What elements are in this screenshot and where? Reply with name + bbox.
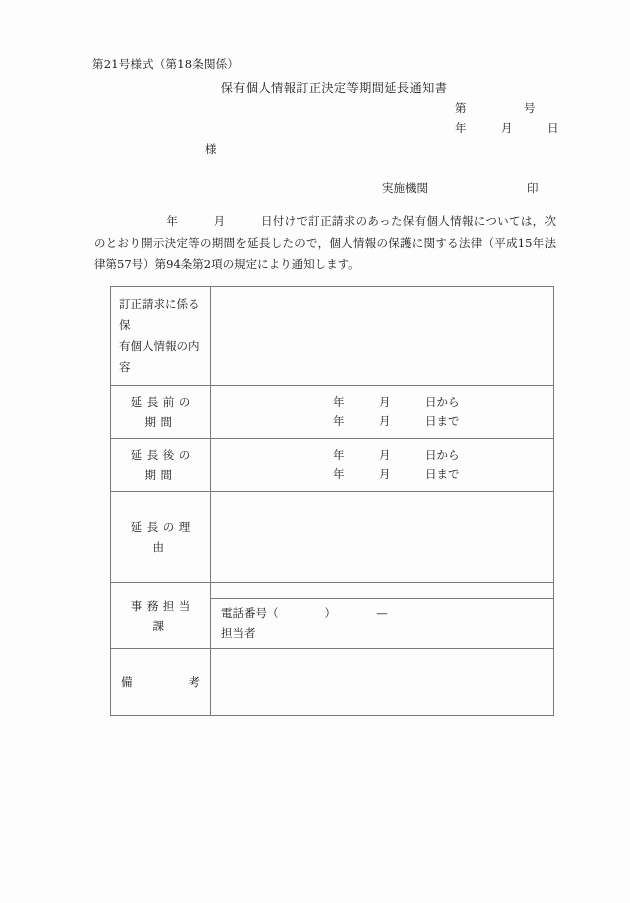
table-row-remarks [111, 649, 554, 716]
period-before-from: 年 月 日から [333, 394, 460, 409]
notification-table [110, 286, 554, 716]
contact-phone: 電話番号（ ） — [221, 606, 388, 620]
body-line-2: り開示決定等の期間を延長したので，個人情報の保護に関する法律（平成15年法律第57 [94, 235, 557, 271]
body-line-1: 年 月 日付けで訂正請求のあった保有個人情報については，次のとお [94, 214, 556, 250]
row-value-contact-detail [211, 599, 553, 648]
document-date-field: 年 月 日 [455, 121, 559, 135]
row-label-cell-remarks [111, 649, 211, 716]
period-after-from: 年 月 日から [333, 447, 460, 462]
row-value-cell-period-after[interactable] [211, 439, 554, 492]
row-value-cell-content[interactable] [211, 287, 554, 386]
row-label-period-before: 延長前の期間 [130, 395, 195, 429]
table-row-content [111, 287, 554, 386]
row-value-cell-period-before[interactable] [211, 386, 554, 439]
row-value-contact-blank [211, 585, 553, 597]
row-label-contact: 事務担当課 [130, 598, 195, 633]
body-line-3: 号）第94条第2項の規定により通知します。 [131, 257, 360, 271]
page-title: 保有個人情報訂正決定等期間延長通知書 [220, 81, 448, 95]
table-row-contact-blank [111, 583, 554, 599]
document-number-field: 第 号 [455, 101, 536, 115]
row-label-cell-period-after [111, 439, 211, 492]
row-label-cell-content [111, 287, 211, 386]
row-value-reason [211, 531, 553, 543]
row-label-remarks-left: 備 [121, 675, 133, 689]
row-label-period-after: 延長後の期間 [130, 448, 195, 482]
row-value-period-after [211, 441, 553, 490]
row-value-remarks [211, 676, 553, 688]
row-label-cell-reason [111, 492, 211, 583]
seal-icon: 印 [527, 181, 539, 195]
row-value-cell-reason[interactable] [211, 492, 554, 583]
row-label-remarks [111, 666, 210, 698]
row-label-content-line2: 有個人情報の内容 [119, 339, 200, 374]
row-label-content [111, 287, 210, 385]
row-label-reason: 延長の理由 [130, 520, 195, 554]
row-value-cell-contact-blank[interactable] [211, 583, 554, 599]
row-value-content [211, 330, 553, 342]
row-value-cell-contact-detail[interactable] [211, 599, 554, 649]
body-paragraph [94, 211, 556, 276]
period-before-to: 年 月 日まで [333, 414, 460, 428]
row-value-cell-remarks[interactable] [211, 649, 554, 716]
row-label-cell-contact [111, 583, 211, 649]
row-label-cell-period-before [111, 386, 211, 439]
form-number: 第21号様式（第18条関係） [92, 57, 240, 71]
table-row-reason [111, 492, 554, 583]
table-row-period-before [111, 386, 554, 439]
row-label-content-line1: 訂正請求に係る保 [119, 297, 200, 332]
row-label-remarks-right: 考 [188, 675, 200, 689]
row-value-period-before [211, 388, 553, 437]
agency-label: 実施機関 [382, 181, 428, 195]
table-row-period-after [111, 439, 554, 492]
period-after-to: 年 月 日まで [333, 467, 460, 481]
contact-person: 担当者 [221, 626, 256, 640]
addressee-suffix: 様 [205, 142, 217, 156]
